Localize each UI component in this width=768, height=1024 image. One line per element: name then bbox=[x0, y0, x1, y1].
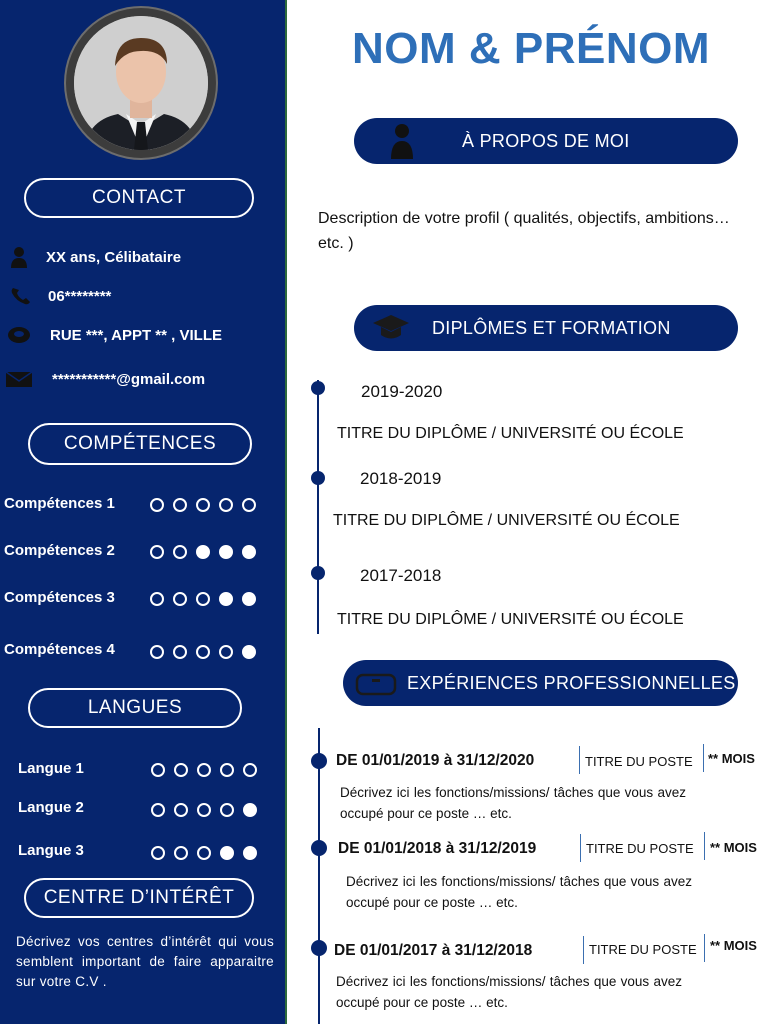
rating-dot bbox=[150, 645, 164, 659]
experience-months: ** MOIS bbox=[708, 751, 755, 766]
timeline-dot bbox=[311, 471, 325, 485]
timeline-dot bbox=[311, 753, 327, 769]
rating-dot bbox=[197, 763, 211, 777]
experience-dates: DE 01/01/2018 à 31/12/2019 bbox=[338, 840, 537, 857]
rating-dot bbox=[243, 846, 257, 860]
rating-dot bbox=[242, 498, 256, 512]
skills-section-title bbox=[28, 423, 252, 465]
education-degree: TITRE DU DIPLÔME / UNIVERSITÉ OU ÉCOLE bbox=[337, 425, 684, 442]
skill-label: Compétences 3 bbox=[4, 589, 115, 606]
experience-dates: DE 01/01/2019 à 31/12/2020 bbox=[336, 752, 535, 769]
skill-rating-3 bbox=[150, 592, 256, 606]
language-rating-2 bbox=[151, 803, 257, 817]
rating-dot bbox=[174, 803, 188, 817]
rating-dot bbox=[197, 846, 211, 860]
experience-description: Décrivez ici les fonctions/missions/ tâches que vous avez occupé pour ce poste … etc. bbox=[340, 785, 686, 821]
briefcase-icon bbox=[355, 670, 397, 701]
experience-description: Décrivez ici les fonctions/missions/ tâches que vous avez occupé pour ce poste … etc. bbox=[346, 874, 692, 910]
profile-photo bbox=[74, 16, 208, 150]
interests-section-title bbox=[24, 878, 254, 918]
experience-post: TITRE DU POSTE bbox=[586, 841, 694, 856]
rating-dot bbox=[196, 592, 210, 606]
skill-label: Compétences 4 bbox=[4, 641, 115, 658]
contact-email bbox=[6, 368, 205, 390]
timeline-dot bbox=[311, 940, 327, 956]
experience-description: Décrivez ici les fonctions/missions/ tâches que vous avez occupé pour ce poste … etc. bbox=[336, 974, 682, 1010]
divider bbox=[704, 934, 705, 962]
language-label: Langue 1 bbox=[18, 760, 84, 777]
person-icon bbox=[390, 123, 414, 164]
experience-post: TITRE DU POSTE bbox=[589, 942, 697, 957]
experience-timeline bbox=[318, 728, 320, 1024]
rating-dot bbox=[219, 545, 233, 559]
sidebar bbox=[0, 0, 287, 1024]
divider bbox=[579, 746, 580, 774]
person-icon bbox=[6, 246, 32, 268]
rating-dot bbox=[196, 545, 210, 559]
skill-rating-4 bbox=[150, 645, 256, 659]
education-degree: TITRE DU DIPLÔME / UNIVERSITÉ OU ÉCOLE bbox=[337, 611, 684, 628]
languages-title-text: LANGUES bbox=[87, 697, 183, 718]
about-title-text: À PROPOS DE MOI bbox=[462, 130, 630, 151]
language-rating-1 bbox=[151, 763, 257, 777]
skills-title-text: COMPÉTENCES bbox=[63, 433, 217, 454]
language-label: Langue 2 bbox=[18, 799, 84, 816]
interests-title-text: CENTRE D’INTÉRÊT bbox=[43, 887, 235, 908]
contact-age-text: XX ans, Célibataire bbox=[46, 248, 182, 266]
rating-dot bbox=[151, 846, 165, 860]
skill-label: Compétences 1 bbox=[4, 495, 115, 512]
contact-address-text: RUE ***, APPT ** , VILLE bbox=[50, 326, 222, 344]
rating-dot bbox=[243, 763, 257, 777]
education-degree: TITRE DU DIPLÔME / UNIVERSITÉ OU ÉCOLE bbox=[333, 512, 680, 529]
experience-months: ** MOIS bbox=[710, 840, 757, 855]
rating-dot bbox=[197, 803, 211, 817]
rating-dot bbox=[242, 545, 256, 559]
rating-dot bbox=[219, 592, 233, 606]
divider bbox=[704, 832, 705, 860]
rating-dot bbox=[220, 846, 234, 860]
education-year: 2019-2020 bbox=[361, 382, 443, 401]
rating-dot bbox=[220, 803, 234, 817]
rating-dot bbox=[173, 592, 187, 606]
contact-section-title bbox=[24, 178, 254, 218]
full-name-title: NOM & PRÉNOM bbox=[352, 24, 710, 73]
rating-dot bbox=[173, 645, 187, 659]
rating-dot bbox=[219, 498, 233, 512]
contact-address bbox=[6, 324, 222, 346]
rating-dot bbox=[196, 645, 210, 659]
rating-dot bbox=[219, 645, 233, 659]
experience-dates: DE 01/01/2017 à 31/12/2018 bbox=[334, 942, 533, 959]
divider bbox=[580, 834, 581, 862]
phone-icon bbox=[8, 285, 34, 307]
rating-dot bbox=[173, 498, 187, 512]
experience-months: ** MOIS bbox=[710, 938, 757, 953]
rating-dot bbox=[196, 498, 210, 512]
skill-label: Compétences 2 bbox=[4, 542, 115, 559]
rating-dot bbox=[242, 592, 256, 606]
rating-dot bbox=[174, 846, 188, 860]
education-timeline bbox=[317, 380, 319, 634]
rating-dot bbox=[151, 763, 165, 777]
divider bbox=[583, 936, 584, 964]
rating-dot bbox=[174, 763, 188, 777]
mail-icon bbox=[6, 368, 32, 390]
rating-dot bbox=[150, 545, 164, 559]
rating-dot bbox=[242, 645, 256, 659]
contact-title-text: CONTACT bbox=[92, 187, 186, 208]
graduation-cap-icon bbox=[372, 313, 410, 348]
interests-description: Décrivez vos centres d’intérêt qui vous semblent important de faire apparaitre sur votre C.V . bbox=[16, 934, 274, 989]
profile-photo-frame bbox=[66, 8, 216, 158]
rating-dot bbox=[150, 498, 164, 512]
contact-phone-text: 06******** bbox=[48, 287, 112, 305]
rating-dot bbox=[173, 545, 187, 559]
rating-dot bbox=[150, 592, 164, 606]
skill-rating-2 bbox=[150, 545, 256, 559]
rating-dot bbox=[220, 763, 234, 777]
location-icon bbox=[6, 324, 32, 346]
experience-title-text: EXPÉRIENCES PROFESSIONNELLES bbox=[407, 672, 736, 693]
timeline-dot bbox=[311, 840, 327, 856]
person-portrait-icon bbox=[74, 16, 208, 150]
experience-section-title bbox=[343, 660, 738, 706]
rating-dot bbox=[243, 803, 257, 817]
divider bbox=[703, 744, 704, 772]
education-year: 2017-2018 bbox=[360, 566, 442, 585]
contact-age-status bbox=[6, 246, 181, 268]
skill-rating-1 bbox=[150, 498, 256, 512]
about-description: Description de votre profil ( qualités, objectifs, ambitions… etc. ) bbox=[318, 210, 730, 252]
education-section-title bbox=[354, 305, 738, 351]
language-rating-3 bbox=[151, 846, 257, 860]
education-year: 2018-2019 bbox=[360, 469, 442, 488]
experience-post: TITRE DU POSTE bbox=[585, 754, 693, 769]
rating-dot bbox=[151, 803, 165, 817]
languages-section-title bbox=[28, 688, 242, 728]
education-title-text: DIPLÔMES ET FORMATION bbox=[432, 317, 671, 338]
timeline-dot bbox=[311, 566, 325, 580]
language-label: Langue 3 bbox=[18, 842, 84, 859]
contact-email-text: ***********@gmail.com bbox=[52, 370, 206, 388]
about-section-title bbox=[354, 118, 738, 164]
contact-phone bbox=[8, 285, 111, 307]
timeline-dot bbox=[311, 381, 325, 395]
